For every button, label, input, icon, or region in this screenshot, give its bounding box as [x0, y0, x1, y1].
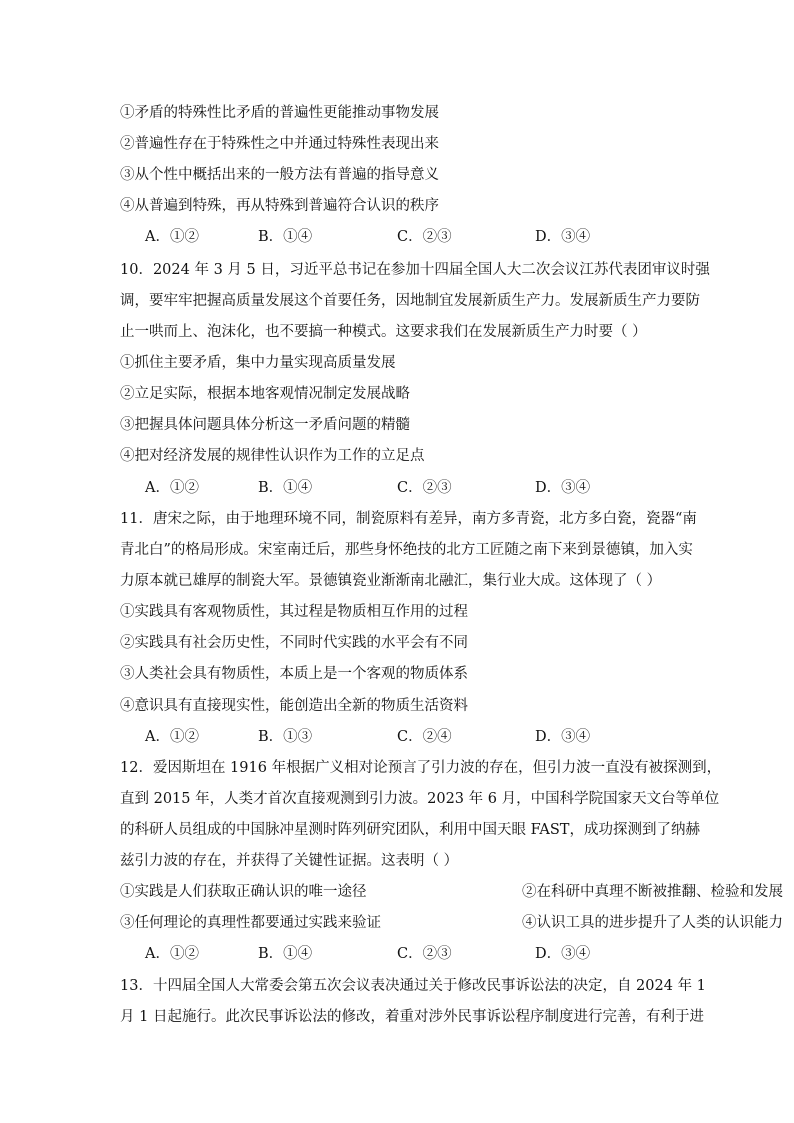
q9-option-c[interactable]: C．②③: [397, 229, 452, 245]
q13-stem-line-2: 月 1 日起施行。此次民事诉讼法的修改，着重对涉外民事诉讼程序制度进行完善，有利于进: [120, 1009, 704, 1025]
q11-option-d[interactable]: D．③④: [535, 729, 591, 745]
q12-option-a[interactable]: A．①②: [145, 946, 199, 962]
q12-statement-4: ④认识工具的进步提升了人类的认识能力: [522, 915, 783, 931]
q12-statement-2: ②在科研中真理不断被推翻、检验和发展: [522, 884, 783, 900]
q10-stem-line-3: 止一哄而上、泡沫化，也不要搞一种模式。这要求我们在发展新质生产力时要（ ）: [120, 324, 647, 340]
q10-option-c[interactable]: C．②③: [397, 480, 452, 496]
q9-option-d[interactable]: D．③④: [535, 229, 591, 245]
q11-stem-line-1: 11．唐宋之际，由于地理环境不同，制瓷原料有差异，南方多青瓷，北方多白瓷，瓷器“南: [120, 511, 697, 527]
q9-statement-4: ④从普遍到特殊，再从特殊到普遍符合认识的秩序: [120, 198, 439, 214]
q11-stem-line-3: 力原本就已雄厚的制瓷大军。景德镇瓷业渐渐南北融汇，集行业大成。这体现了（ ）: [120, 573, 662, 589]
q10-option-a[interactable]: A．①②: [145, 480, 199, 496]
q11-statement-1: ①实践具有客观物质性，其过程是物质相互作用的过程: [120, 604, 468, 620]
q12-stem-line-4: 兹引力波的存在，并获得了关键性证据。这表明（ ）: [120, 853, 459, 869]
q11-option-c[interactable]: C．②④: [397, 729, 452, 745]
q12-option-d[interactable]: D．③④: [535, 946, 591, 962]
q10-statement-4: ④把对经济发展的规律性认识作为工作的立足点: [120, 448, 425, 464]
q11-statement-3: ③人类社会具有物质性，本质上是一个客观的物质体系: [120, 666, 468, 682]
q11-stem-line-2: 青北白”的格局形成。宋室南迁后，那些身怀绝技的北方工匠随之南下来到景德镇，加入实: [120, 542, 693, 558]
q10-statement-3: ③把握具体问题具体分析这一矛盾问题的精髓: [120, 417, 410, 433]
q12-statement-row-2: [120, 913, 783, 933]
q10-stem-line-1: 10．2024 年 3 月 5 日，习近平总书记在参加十四届全国人大二次会议江苏代表团审议时强: [120, 262, 710, 278]
q9-statement-1: ①矛盾的特殊性比矛盾的普遍性更能推动事物发展: [120, 105, 439, 121]
q11-option-b[interactable]: B．①③: [258, 729, 313, 745]
q12-stem-line-2: 直到 2015 年，人类才首次直接观测到引力波。2023 年 6 月，中国科学院国家天文台等单位: [120, 791, 720, 807]
q12-stem-line-1: 12．爱因斯坦在 1916 年根据广义相对论预言了引力波的存在，但引力波一直没有被探测到，: [120, 760, 722, 776]
q12-statement-1: ①实践是人们获取正确认识的唯一途径: [120, 884, 367, 900]
q10-statement-1: ①抓住主要矛盾，集中力量实现高质量发展: [120, 355, 396, 371]
q12-option-b[interactable]: B．①④: [258, 946, 313, 962]
q9-statement-3: ③从个性中概括出来的一般方法有普遍的指导意义: [120, 167, 439, 183]
q10-stem-line-2: 调，要牢牢把握高质量发展这个首要任务，因地制宜发展新质生产力。发展新质生产力要防: [120, 293, 700, 309]
q12-option-c[interactable]: C．②③: [397, 946, 452, 962]
q10-option-b[interactable]: B．①④: [258, 480, 313, 496]
q12-statement-row-1: [120, 882, 783, 902]
q11-option-a[interactable]: A．①②: [145, 729, 199, 745]
q12-statement-3: ③任何理论的真理性都要通过实践来验证: [120, 915, 381, 931]
q12-stem-line-3: 的科研人员组成的中国脉冲星测时阵列研究团队，利用中国天眼 FAST，成功探测到了纳赫: [120, 822, 700, 838]
q11-statement-2: ②实践具有社会历史性，不同时代实践的水平会有不同: [120, 635, 468, 651]
q11-statement-4: ④意识具有直接现实性，能创造出全新的物质生活资料: [120, 698, 468, 714]
q9-option-b[interactable]: B．①④: [258, 229, 313, 245]
q13-stem-line-1: 13．十四届全国人大常委会第五次会议表决通过关于修改民事诉讼法的决定，自 2024 年 1: [120, 978, 706, 994]
q9-statement-2: ②普遍性存在于特殊性之中并通过特殊性表现出来: [120, 136, 439, 152]
q10-option-d[interactable]: D．③④: [535, 480, 591, 496]
q10-statement-2: ②立足实际，根据本地客观情况制定发展战略: [120, 386, 410, 402]
q9-option-a[interactable]: A．①②: [145, 229, 199, 245]
